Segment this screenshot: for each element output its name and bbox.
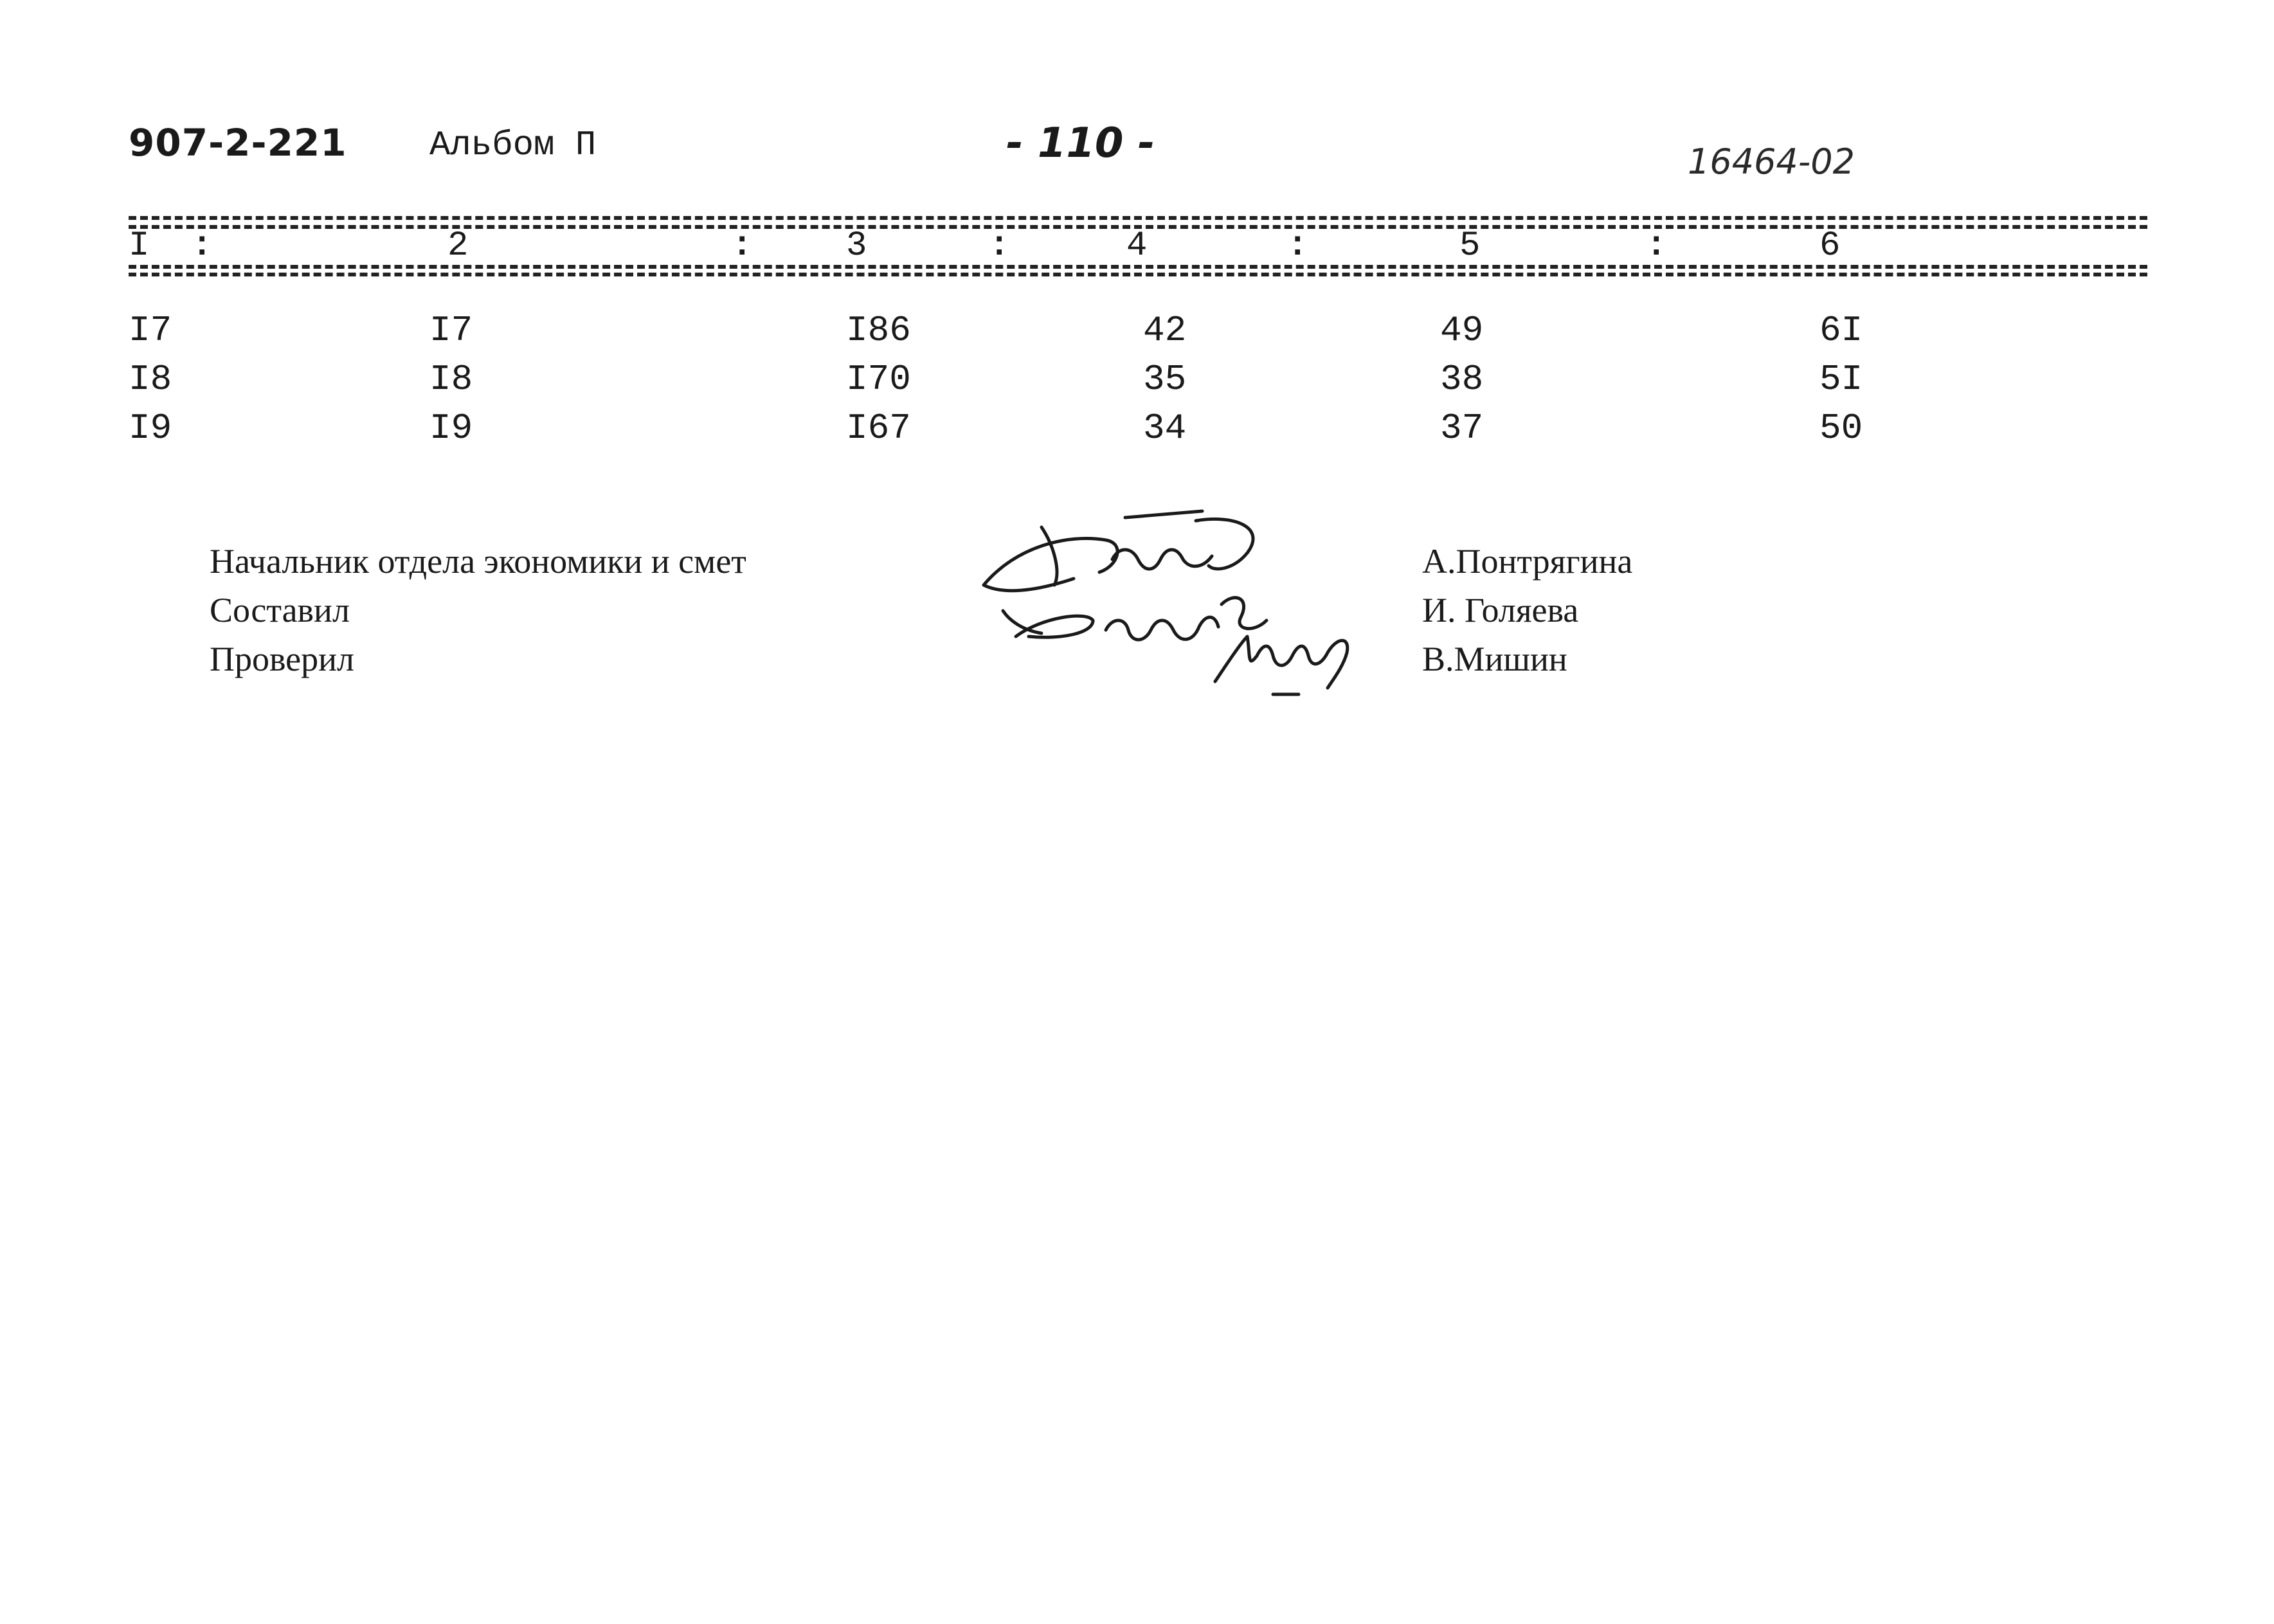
header-bottom-rule-2 [129,273,2147,276]
table-cell: I8 [129,359,172,400]
role-checked-by: Проверил [210,640,354,678]
table-cell: 35 [1143,359,1187,400]
table-cell: I9 [429,408,473,449]
column-header-6: 6 [1819,226,1841,266]
document-code: 907-2-221 [129,121,347,165]
album-label: Альбом П [429,126,597,165]
table-cell: I9 [129,408,172,449]
column-separator: : [989,226,1010,266]
table-cell: 34 [1143,408,1187,449]
table-cell: 6I [1819,310,1863,351]
role-compiled-by: Составил [210,591,350,629]
column-separator: : [1646,226,1667,266]
table-cell: 42 [1143,310,1187,351]
handwritten-reference: 16464-02 [1688,141,1855,182]
table-cell: I8 [429,359,473,400]
table-cell: 5I [1819,359,1863,400]
column-separator: : [1287,226,1308,266]
table-cell: 38 [1440,359,1484,400]
column-header-2: 2 [447,226,469,266]
name-checked-by: В.Мишин [1422,640,1567,678]
handwritten-signatures [964,508,1414,701]
table-cell: I86 [846,310,911,351]
table-cell: 37 [1440,408,1484,449]
name-compiled-by: И. Голяева [1422,591,1579,629]
name-head-of-department: А.Понтрягина [1422,542,1633,581]
column-separator: : [192,226,213,266]
role-head-of-department: Начальник отдела экономики и смет [210,542,746,581]
header-bottom-rule [129,265,2147,269]
column-separator: : [732,226,753,266]
column-header-1: I [129,226,150,266]
column-header-3: 3 [846,226,867,266]
table-cell: 49 [1440,310,1484,351]
table-cell: I67 [846,408,911,449]
header-top-rule [129,216,2147,220]
table-cell: I7 [429,310,473,351]
column-header-5: 5 [1459,226,1481,266]
table-cell: 50 [1819,408,1863,449]
page-number: - 110 - [1006,120,1155,167]
table-cell: I70 [846,359,911,400]
column-header-4: 4 [1126,226,1148,266]
table-cell: I7 [129,310,172,351]
